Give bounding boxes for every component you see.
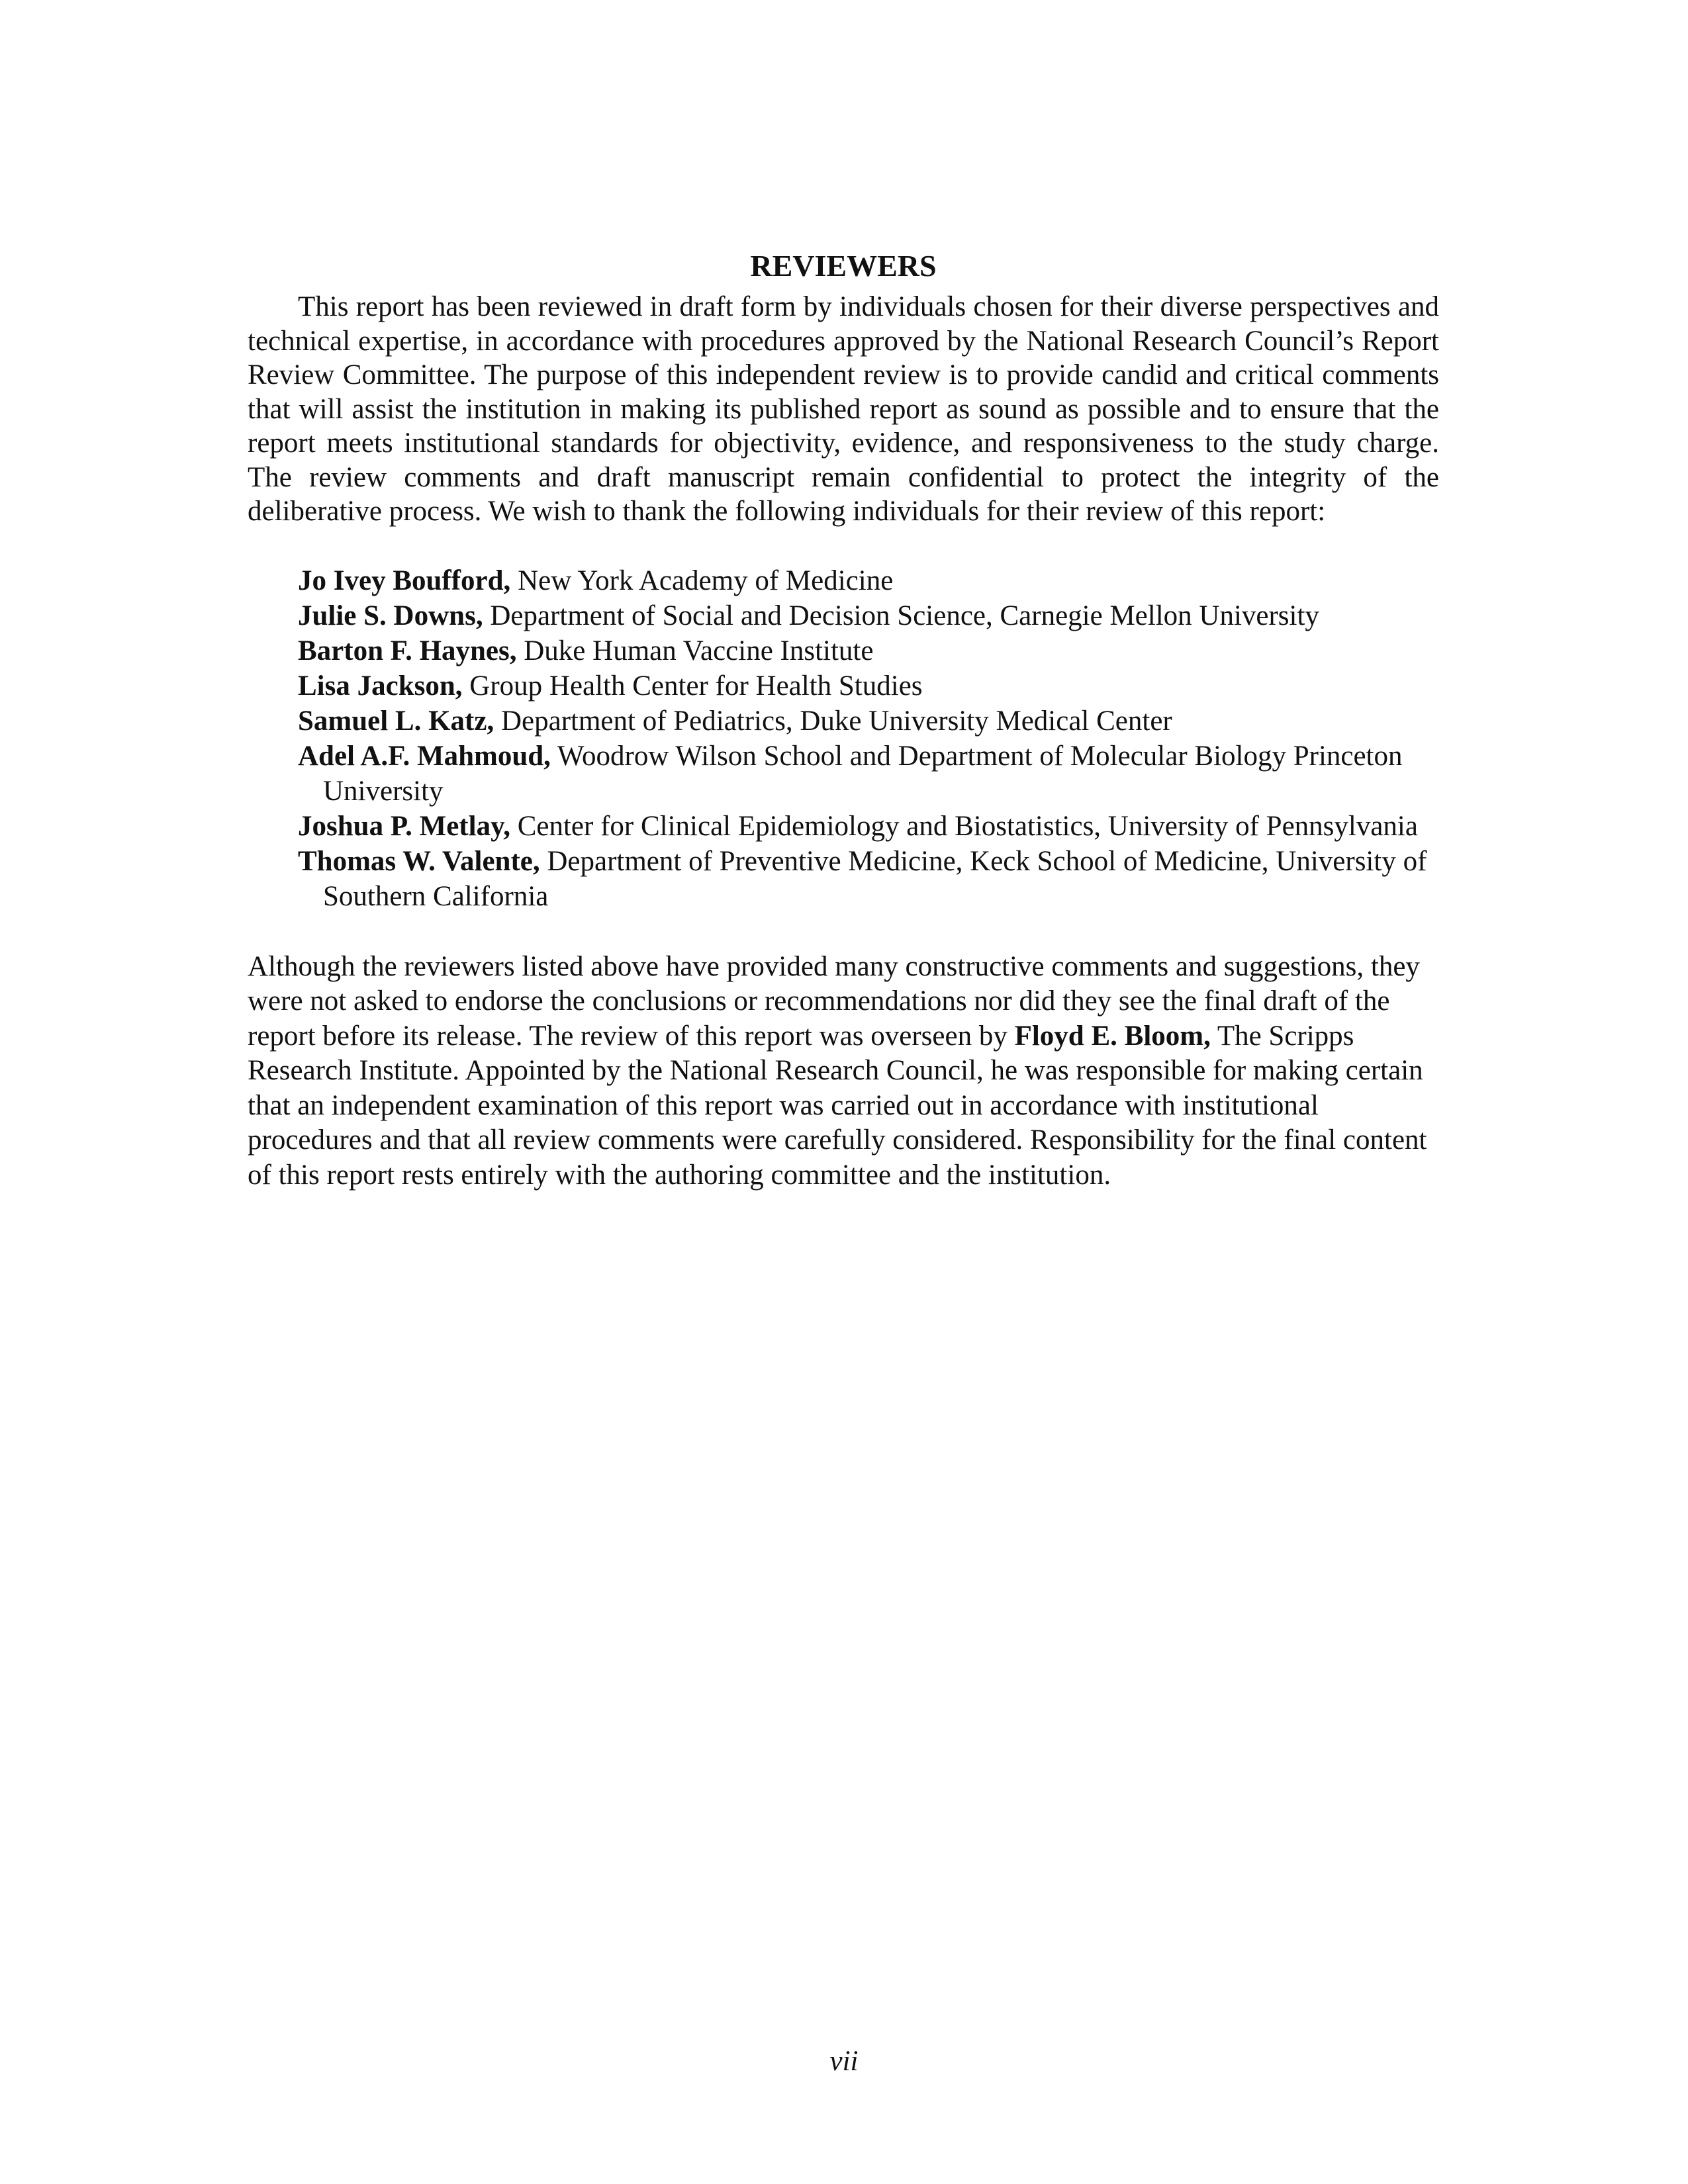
reviewer-item (298, 598, 1439, 633)
reviewer-item (298, 668, 1439, 704)
reviewer-affiliation: Group Health Center for Health Studies (462, 670, 923, 702)
reviewer-name: Julie S. Downs, (298, 600, 483, 631)
reviewer-affiliation: New York Academy of Medicine (510, 565, 894, 596)
reviewer-affiliation: Duke Human Vaccine Institute (516, 635, 874, 666)
reviewer-affiliation: Department of Social and Decision Science, Carnegie Mellon University (483, 600, 1319, 631)
document-page (248, 246, 1439, 1193)
reviewer-affiliation: Department of Preventive Medicine, Keck School of Medicine, University of Southern California (323, 845, 1427, 912)
page-number: vii (829, 2046, 859, 2077)
reviewer-affiliation: Center for Clinical Epidemiology and Biostatistics, University of Pennsylvania (510, 810, 1418, 842)
reviewer-affiliation: Department of Pediatrics, Duke University Medical Center (494, 705, 1172, 737)
reviewer-name: Lisa Jackson, (298, 670, 463, 702)
closing-text-after: The Scripps Research Institute. Appointed by the National Research Council, he was responsible for making certain that an independent examination of this report was carried out in accordance with institutional procedures and that all review comments were carefully considered. Responsibility for the final content of this report rests entirely with the authoring committee and the institution. (248, 1020, 1427, 1191)
intro-paragraph: This report has been reviewed in draft form by individuals chosen for their diverse perspectives and technical expertise, in accordance with procedures approved by the National Research Council’s Report Review Committee. The purpose of this independent review is to provide candid and critical comments that will assist the institution in making its published report as sound as possible and to ensure that the report meets institutional standards for objectivity, evidence, and responsiveness to the study charge. The review comments and draft manuscript remain confidential to protect the integrity of the deliberative process. We wish to thank the following individuals for their review of this report: (248, 291, 1439, 527)
reviewer-name: Thomas W. Valente, (298, 845, 540, 877)
reviewer-affiliation: Woodrow Wilson School and Department of Molecular Biology Princeton University (323, 740, 1403, 807)
reviewer-name: Barton F. Haynes, (298, 635, 517, 666)
reviewer-name: Jo Ivey Boufford, (298, 565, 511, 596)
reviewer-item (298, 809, 1439, 844)
reviewer-item (298, 739, 1439, 809)
page-title: REVIEWERS (750, 249, 937, 283)
reviewer-item (298, 704, 1439, 739)
reviewer-name: Samuel L. Katz, (298, 705, 494, 737)
closing-paragraph (248, 950, 1439, 1193)
reviewer-list (298, 563, 1439, 914)
reviewer-name: Adel A.F. Mahmoud, (298, 740, 551, 772)
overseer-name: Floyd E. Bloom, (1014, 1020, 1211, 1052)
reviewer-item (298, 844, 1439, 914)
reviewer-name: Joshua P. Metlay, (298, 810, 510, 842)
reviewer-item (298, 563, 1439, 598)
reviewer-item (298, 633, 1439, 668)
closing-text-before: Although the reviewers listed above have provided many constructive comments and suggestions, they were not asked to endorse the conclusions or recommendations nor did they see the final draft of the report before its release. The review of this report was overseen by (248, 950, 1420, 1052)
